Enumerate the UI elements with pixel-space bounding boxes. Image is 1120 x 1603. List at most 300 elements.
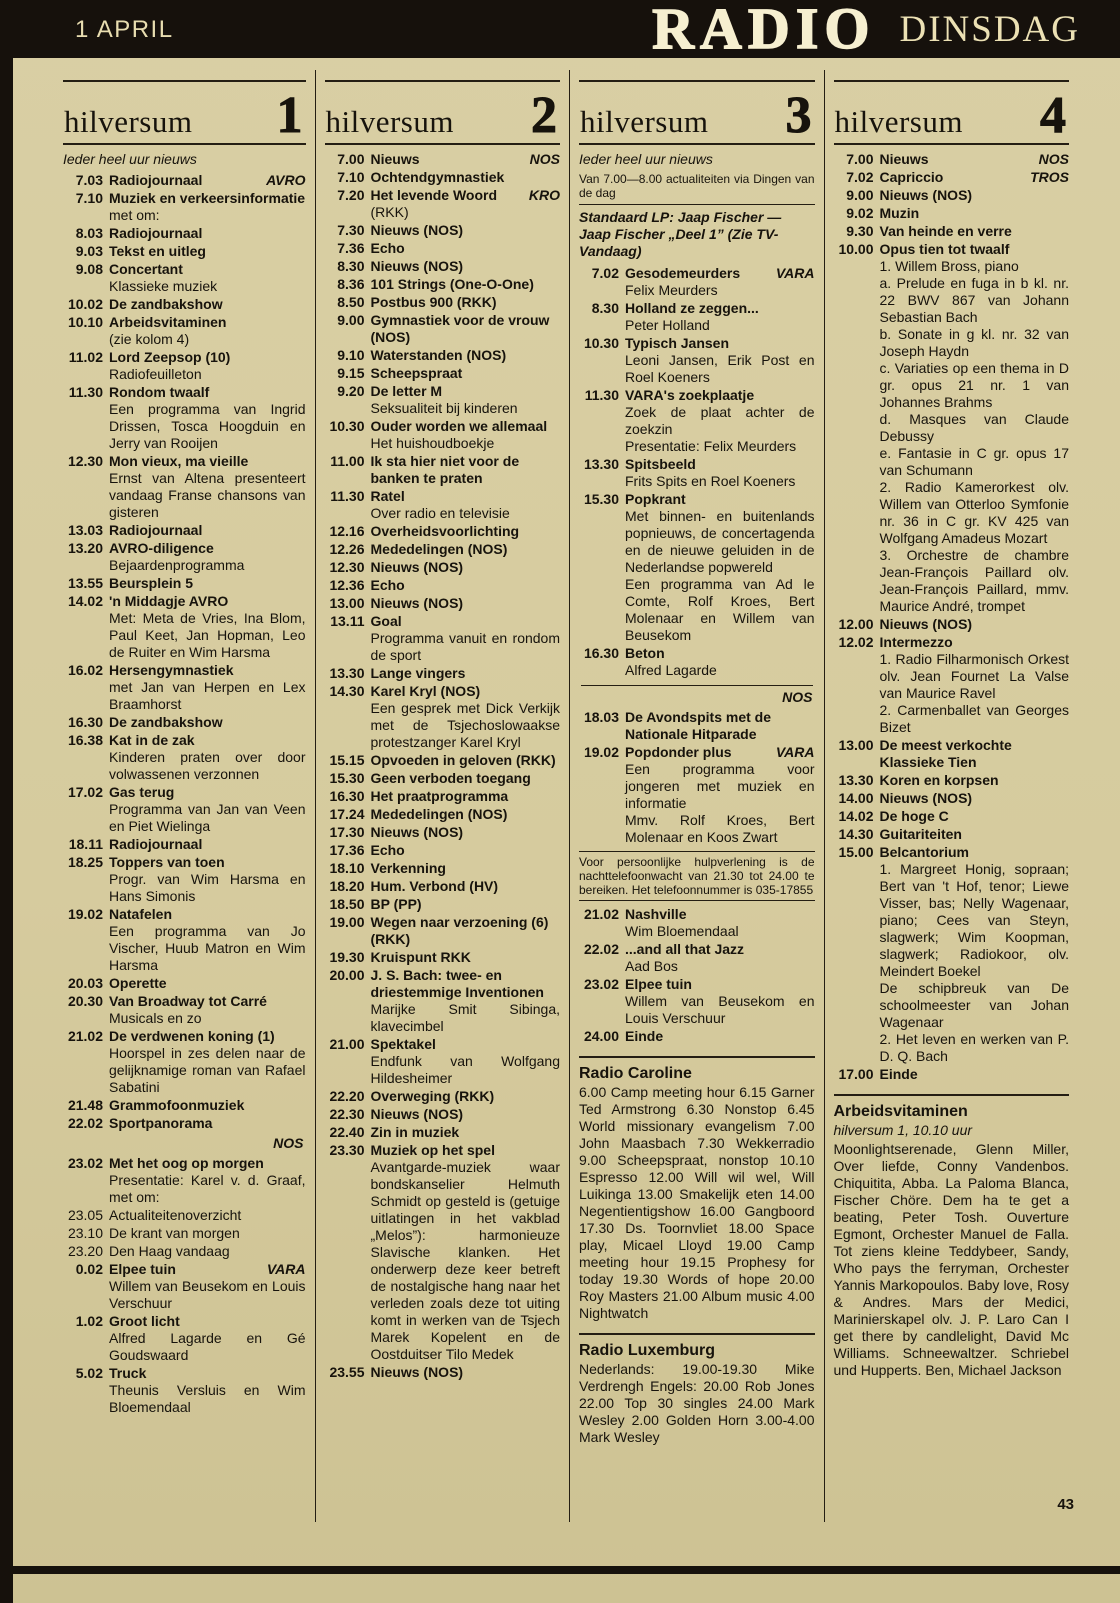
program-time: 22.40	[329, 1124, 365, 1140]
program-entry	[63, 1028, 306, 1096]
program-desc: d. Masques van Claude Debussy	[879, 411, 1069, 444]
program-time: 16.30	[329, 788, 365, 804]
station-name: hilversum	[325, 104, 454, 139]
program-time: 20.30	[67, 993, 103, 1009]
program-time: 0.02	[75, 1261, 103, 1277]
program-entry	[63, 225, 306, 242]
program-entry	[63, 1243, 306, 1260]
program-time: 21.00	[329, 1036, 365, 1052]
program-title: 101 Strings (One-O-One)	[370, 276, 534, 292]
program-time: 1.02	[75, 1313, 103, 1329]
program-entry	[834, 634, 1070, 736]
section-paragraph: 6.00 Camp meeting hour 6.15 Garner Ted Armstrong 6.30 Nonstop 6.45 World missionary evangelism 7.00 John Maasbach 7.30 Wekkerradio 9.00 Scheepspraat, nonstop 10.10 Espresso 12.00 Will wil wel, Will Luikinga 13.00 Smakelijk eten 14.00 Negentientigshow 16.00 Gangboord 17.30 Ds. Toornvliet 18.00 Space play, Micael Lloyd 19.00 Camp meeting hour 19.15 Prophesy for today 19.30 Words of hope 20.00 Roy Masters 21.00 Album music 4.00 Nightwatch	[579, 1084, 815, 1321]
program-desc: Frits Spits en Roel Koeners	[625, 473, 796, 489]
program-time: 12.30	[329, 559, 365, 575]
program-entry	[325, 878, 561, 895]
program-title: Toppers van toen	[109, 854, 225, 870]
program-entry	[325, 151, 561, 168]
station-column-2	[315, 70, 570, 1522]
program-columns	[60, 70, 1078, 1522]
program-title: Gas terug	[109, 784, 175, 800]
program-desc: Seksualiteit bij kinderen	[370, 400, 518, 416]
program-title: Elpee tuin	[109, 1261, 176, 1277]
program-time: 23.02	[583, 976, 619, 992]
program-time: 7.20	[337, 187, 365, 203]
program-desc: Programma van Jan van Veen en Piet Wielinga	[109, 801, 306, 834]
program-desc: Endfunk van Wolfgang Hildesheimer	[370, 1053, 560, 1086]
section-header: Radio Caroline	[579, 1056, 815, 1082]
program-title: Beursplein 5	[109, 575, 194, 591]
program-entry	[325, 770, 561, 787]
program-title: Van heinde en verre	[879, 223, 1012, 239]
program-title: J. S. Bach: twee- en driestemmige Inventionen	[370, 967, 544, 1000]
program-time: 9.30	[846, 223, 874, 239]
program-desc: Presentatie: Karel v. d. Graaf, met om:	[109, 1172, 306, 1205]
program-entry	[63, 261, 306, 295]
program-time: 19.30	[329, 949, 365, 965]
program-entry	[63, 593, 306, 661]
program-desc: Alfred Lagarde en Gé Goudswaard	[109, 1330, 306, 1363]
program-title: Radiojournaal	[109, 225, 203, 241]
program-entry	[834, 808, 1070, 825]
station-header	[834, 80, 1070, 145]
program-desc: Een gesprek met Dick Verkijk met de Tsjechoslowaakse protestzanger Karel Kryl	[370, 700, 560, 750]
program-title: De verdwenen koning (1)	[109, 1028, 275, 1044]
program-time: 10.10	[67, 314, 103, 330]
program-entry	[579, 1028, 815, 1045]
program-time: 18.11	[68, 836, 103, 852]
program-time: 7.00	[337, 151, 365, 167]
section-paragraph: Moonlightserenade, Glenn Miller, Over liefde, Conny Vandenbos. Chiquitita, Abba. La Paloma Blanca, Fischer Chöre. Dem ha te get a beating, Peter Tosh. Ouverture Egmont, Orchester Manuel de Falla. Tot ziens kleine Teddybeer, Sandy, Who pays the ferryman, Orchester Yannis Markopoulos. Baby love, Rosy & Andres. Mars der Medici, Marinierskapel olv. J. P. Laro Can I get there by candlelight, David Mc Williams. Schneewaltzer. Schriebel und Hupperts. Ben, Michael Jackson	[833, 1141, 1069, 1378]
program-desc: Een programma van Ingrid Drissen, Tosca Hoogduin en Jerry van Rooijen	[109, 401, 306, 451]
program-title: Radiojournaal	[109, 172, 203, 188]
program-entry	[63, 714, 306, 731]
program-title: Goal	[370, 613, 402, 629]
program-entry	[63, 1155, 306, 1206]
program-time: 8.03	[75, 225, 103, 241]
broadcaster-tag: VARA	[775, 265, 815, 281]
section-header: Radio Luxemburg	[579, 1333, 815, 1359]
program-entry	[325, 559, 561, 576]
program-desc: Avantgarde-muziek waar bondskanselier Helmuth Schmidt op gesteld is (getuige uitlatingen in het vakblad „Melos”): harmonieuze Slavische klanken. Het onderwerp deze keer betreft de nostalgische hang naar het verleden zoals deze tot uiting komt in werken van de Tsjech Marek Kopelent en de Oostduitser Tilo Medek	[370, 1159, 560, 1362]
program-entry	[325, 683, 561, 751]
program-time: 22.30	[329, 1106, 365, 1122]
program-title: Gesodemeurders	[625, 265, 741, 281]
program-time: 8.30	[591, 300, 619, 316]
program-time: 10.30	[329, 418, 365, 434]
program-time: 21.02	[583, 906, 619, 922]
program-entry	[834, 1066, 1070, 1083]
program-entry	[325, 752, 561, 769]
program-title: Lange vingers	[370, 665, 466, 681]
station-number: 4	[1040, 87, 1066, 144]
program-title: Arbeidsvitaminen	[109, 314, 227, 330]
program-time: 13.30	[583, 456, 619, 472]
program-title: Het levende Woord	[370, 187, 498, 203]
program-title: De meest verkochte Klassieke Tien	[879, 737, 1012, 770]
program-time: 21.02	[67, 1028, 103, 1044]
page-header	[0, 0, 1120, 61]
program-time: 9.03	[75, 243, 103, 259]
program-desc: 3. Orchestre de chambre Jean-François Paillard olv. Jean-François Paillard, mmv. Maurice André, trompet	[879, 547, 1069, 614]
station-name: hilversum	[580, 104, 709, 139]
station-number: 3	[785, 87, 812, 144]
program-time: 13.20	[67, 540, 103, 556]
program-entry	[834, 616, 1070, 633]
program-title: Nieuws (NOS)	[879, 616, 973, 632]
program-entry	[63, 540, 306, 574]
program-entry	[325, 1088, 561, 1105]
program-time: 12.02	[838, 634, 874, 650]
program-entry	[325, 1364, 561, 1381]
program-time: 7.10	[75, 190, 103, 206]
program-time: 13.55	[67, 575, 103, 591]
station-column-4	[824, 70, 1079, 1522]
program-desc: Radiofeuilleton	[109, 366, 202, 382]
program-title: Den Haag vandaag	[109, 1243, 230, 1259]
program-time: 12.30	[67, 453, 103, 469]
program-title: De hoge C	[879, 808, 949, 824]
program-title: Nieuws (NOS)	[879, 790, 973, 806]
program-title: Sportpanorama	[109, 1115, 213, 1131]
program-time: 18.25	[67, 854, 103, 870]
program-time: 15.00	[838, 844, 874, 860]
program-entry	[579, 709, 815, 743]
program-entry	[834, 151, 1070, 168]
program-entry	[579, 941, 815, 975]
program-title: Holland ze zeggen...	[625, 300, 759, 316]
program-entry	[63, 453, 306, 521]
program-title: Nieuws (NOS)	[370, 559, 464, 575]
section-paragraph: Nederlands: 19.00-19.30 Mike Verdrengh Engels: 20.00 Rob Jones 22.00 Top 30 singles 24.00 Mark Wesley 2.00 Golden Horn 3.00-4.00 Mark Wesley	[579, 1361, 815, 1445]
program-desc: Klassieke muziek	[109, 278, 218, 294]
program-time: 16.30	[583, 645, 619, 661]
program-title: Karel Kryl (NOS)	[370, 683, 481, 699]
program-title: VARA's zoekplaatje	[625, 387, 755, 403]
program-title: Grammofoonmuziek	[109, 1097, 245, 1113]
broadcaster-tagline: NOS	[273, 1135, 304, 1151]
program-time: 7.30	[337, 222, 365, 238]
program-entry	[63, 993, 306, 1027]
program-title: Kat in de zak	[109, 732, 195, 748]
broadcaster-tagline: NOS	[581, 685, 813, 706]
program-title: Belcantorium	[879, 844, 969, 860]
program-title: Natafelen	[109, 906, 173, 922]
program-desc: De schipbreuk van De schoolmeester van Johan Wagenaar	[879, 980, 1069, 1030]
program-time: 17.00	[838, 1066, 874, 1082]
program-desc: Willem van Beusekom en Louis Verschuur	[109, 1278, 306, 1311]
program-entry	[325, 312, 561, 346]
program-entry	[834, 205, 1070, 222]
program-entry	[325, 824, 561, 841]
program-time: 9.02	[846, 205, 874, 221]
program-time: 13.30	[329, 665, 365, 681]
program-title: Het praatprogramma	[370, 788, 509, 804]
news-note: Ieder heel uur nieuws	[579, 151, 713, 167]
program-time: 7.02	[591, 265, 619, 281]
broadcaster-tag: VARA	[775, 744, 815, 760]
program-title: Nieuws (NOS)	[370, 258, 464, 274]
program-title: Radiojournaal	[109, 522, 203, 538]
program-entry	[325, 613, 561, 664]
program-desc: e. Fantasie in C gr. opus 17 van Schumann	[879, 445, 1069, 478]
program-time: 9.00	[846, 187, 874, 203]
program-entry	[325, 523, 561, 540]
program-title: Spektakel	[370, 1036, 436, 1052]
program-desc: Willem van Beusekom en Louis Verschuur	[625, 993, 815, 1026]
program-title: Beton	[625, 645, 665, 661]
program-time: 9.08	[75, 261, 103, 277]
program-time: 7.10	[337, 169, 365, 185]
program-desc: 2. Carmenballet van Georges Bizet	[879, 702, 1069, 735]
station-name: hilversum	[834, 104, 963, 139]
program-time: 7.36	[337, 240, 365, 256]
program-title: Wegen naar verzoening (6) (RKK)	[370, 914, 549, 947]
program-entry	[325, 453, 561, 487]
program-time: 24.00	[583, 1028, 619, 1044]
program-time: 9.20	[337, 383, 365, 399]
program-title: De zandbakshow	[109, 296, 223, 312]
program-title: Spitsbeeld	[625, 456, 696, 472]
program-entry	[325, 1124, 561, 1141]
program-title: Koren en korpsen	[879, 772, 999, 788]
program-time: 17.24	[329, 806, 365, 822]
program-entry	[63, 732, 306, 783]
program-time: 10.02	[67, 296, 103, 312]
program-entry	[63, 1115, 306, 1132]
program-title: Nieuws	[879, 151, 929, 167]
program-time: 16.38	[67, 732, 103, 748]
program-entry	[834, 169, 1070, 186]
program-time: 23.10	[67, 1225, 103, 1241]
program-title: Lord Zeepsop (10)	[109, 349, 231, 365]
program-title: Gymnastiek voor de vrouw (NOS)	[370, 312, 550, 345]
program-entry	[325, 1036, 561, 1087]
broadcaster-tag: NOS	[529, 151, 560, 167]
program-entry	[63, 1207, 306, 1224]
program-desc: 1. Radio Filharmonisch Orkest olv. Jean Fournet La Valse van Maurice Ravel	[879, 651, 1069, 701]
program-title: Popdonder plus	[625, 744, 732, 760]
program-title: Popkrant	[625, 491, 686, 507]
program-title: Ochtendgymnastiek	[370, 169, 505, 185]
program-entry	[579, 744, 815, 846]
program-desc: Een programma van Ad le Comte, Rolf Kroes, Bert Molenaar en Willem van Beusekom	[625, 576, 815, 643]
program-entry	[63, 1097, 306, 1114]
program-entry	[834, 844, 1070, 1065]
program-desc: Zoek de plaat achter de zoekzin	[625, 404, 815, 437]
program-desc: Met binnen- en buitenlands popnieuws, de concertagenda en de nieuwe geluiden in de Nederlandse popwereld	[625, 508, 815, 575]
program-time: 23.02	[67, 1155, 103, 1171]
program-entry	[325, 595, 561, 612]
program-entry	[63, 784, 306, 835]
program-time: 8.30	[337, 258, 365, 274]
program-desc: Marijke Smit Sibinga, klavecimbel	[370, 1001, 560, 1034]
program-entry	[325, 365, 561, 382]
program-time: 13.11	[330, 613, 365, 629]
program-entry	[325, 914, 561, 948]
program-title: Kruispunt RKK	[370, 949, 471, 965]
program-entry	[834, 790, 1070, 807]
program-title: Einde	[879, 1066, 918, 1082]
program-entry	[579, 491, 815, 644]
program-time: 23.30	[329, 1142, 365, 1158]
broadcaster-tag: TROS	[1030, 169, 1069, 185]
program-desc: Musicals en zo	[109, 1010, 202, 1026]
broadcaster-tag: AVRO	[266, 172, 306, 188]
program-entry	[63, 190, 306, 224]
program-title: ...and all that Jazz	[625, 941, 745, 957]
program-entry	[63, 296, 306, 313]
station-column-3	[569, 70, 824, 1522]
program-time: 20.00	[329, 967, 365, 983]
program-title: Opus tien tot twaalf	[879, 241, 1010, 257]
program-desc: (zie kolom 4)	[109, 331, 190, 347]
program-time: 15.30	[329, 770, 365, 786]
date-label: 1 APRIL	[75, 15, 174, 43]
program-title: Intermezzo	[879, 634, 953, 650]
program-time: 22.02	[583, 941, 619, 957]
program-title: Van Broadway tot Carré	[109, 993, 267, 1009]
program-desc: met om:	[109, 207, 160, 223]
program-time: 15.30	[583, 491, 619, 507]
program-desc: Leoni Jansen, Erik Post en Roel Koeners	[625, 352, 815, 385]
program-time: 8.50	[337, 294, 365, 310]
broadcaster-tag: NOS	[1038, 151, 1069, 167]
program-title: Hum. Verbond (HV)	[370, 878, 499, 894]
page-left-edge	[0, 0, 13, 1603]
program-desc: 1. Willem Bross, piano	[879, 258, 1019, 274]
program-entry	[325, 665, 561, 682]
program-title: De letter M	[370, 383, 443, 399]
program-entry	[63, 1365, 306, 1416]
standard-lp-note: Standaard LP: Jaap Fischer — Jaap Fischer „Deel 1” (Zie TV-Vandaag)	[579, 204, 815, 260]
program-entry	[325, 169, 561, 186]
program-time: 23.20	[67, 1243, 103, 1259]
broadcaster-tag: VARA	[266, 1261, 306, 1277]
program-entry	[63, 575, 306, 592]
program-entry	[325, 949, 561, 966]
program-time: 23.05	[67, 1207, 103, 1223]
program-time: 11.30	[584, 387, 619, 403]
program-desc: Felix Meurders	[625, 282, 718, 298]
program-time: 19.02	[67, 906, 103, 922]
masthead-radio: RADIO	[652, 0, 876, 61]
program-title: Guitariteiten	[879, 826, 962, 842]
program-time: 9.15	[337, 365, 365, 381]
program-entry	[63, 384, 306, 452]
program-desc: Kinderen praten over door volwassenen verzonnen	[109, 749, 306, 782]
program-time: 11.30	[68, 384, 103, 400]
program-title: Met het oog op morgen	[109, 1155, 264, 1171]
program-time: 10.00	[838, 241, 874, 257]
program-time: 21.48	[67, 1097, 103, 1113]
program-time: 7.03	[75, 172, 103, 188]
program-desc: Peter Holland	[625, 317, 710, 333]
program-entry	[325, 967, 561, 1035]
program-entry	[63, 662, 306, 713]
program-desc: Theunis Versluis en Wim Bloemendaal	[109, 1382, 306, 1415]
program-entry	[579, 645, 815, 679]
info-note: Van 7.00—8.00 actualiteiten via Dingen van de dag	[579, 172, 815, 200]
program-entry	[834, 826, 1070, 843]
program-time: 16.02	[67, 662, 103, 678]
program-time: 13.00	[329, 595, 365, 611]
program-title: Tekst en uitleg	[109, 243, 206, 259]
program-title: Rondom twaalf	[109, 384, 210, 400]
station-header	[579, 80, 815, 145]
program-desc: Een programma van Jo Vischer, Huub Matron en Wim Harsma	[109, 923, 306, 973]
program-desc: 1. Margreet Honig, sopraan; Bert van 't Hof, tenor; Liewe Visser, bas; Nelly Wagenaar, piano; Cees van Steyn, slagwerk; Wim Koopman, slagwerk; Radiokoor, olv. Meindert Boekel	[879, 861, 1069, 979]
program-entry	[325, 577, 561, 594]
program-title: Waterstanden (NOS)	[370, 347, 507, 363]
program-title: De Avondspits met de Nationale Hitparade	[625, 709, 771, 742]
program-entry	[325, 806, 561, 823]
program-title: Nieuws (NOS)	[370, 222, 464, 238]
program-title: Nieuws (NOS)	[370, 595, 464, 611]
program-desc: 2. Radio Kamerorkest olv. Willem van Otterloo Symfonie nr. 36 in C gr. KV 425 van Wolfgang Amadeus Mozart	[879, 479, 1069, 546]
program-entry	[325, 276, 561, 293]
program-entry	[63, 1261, 306, 1312]
program-time: 22.02	[67, 1115, 103, 1131]
program-title: De krant van morgen	[109, 1225, 240, 1241]
station-header	[325, 80, 561, 145]
program-entry	[325, 842, 561, 859]
program-title: Mededelingen (NOS)	[370, 541, 508, 557]
program-entry	[63, 836, 306, 853]
program-title: Nieuws (NOS)	[879, 187, 973, 203]
program-title: BP (PP)	[370, 896, 422, 912]
program-desc: Progr. van Wim Harsma en Hans Simonis	[109, 871, 306, 904]
program-entry	[325, 222, 561, 239]
program-title: Verkenning	[370, 860, 446, 876]
program-entry	[579, 456, 815, 490]
program-desc: 2. Het leven en werken van P. D. Q. Bach	[879, 1031, 1069, 1064]
day-label: DINSDAG	[899, 8, 1080, 50]
program-title: Ratel	[370, 488, 405, 504]
program-title: Nieuws (NOS)	[370, 1106, 464, 1122]
program-time: 19.00	[329, 914, 365, 930]
program-desc: Wim Bloemendaal	[625, 923, 739, 939]
program-time: 13.00	[838, 737, 874, 753]
program-title: Capriccio	[879, 169, 944, 185]
program-entry	[325, 347, 561, 364]
program-time: 11.02	[68, 349, 103, 365]
station-name: hilversum	[64, 104, 193, 139]
program-entry	[579, 387, 815, 455]
program-desc: Presentatie: Felix Meurders	[625, 438, 797, 454]
program-time: 10.30	[583, 335, 619, 351]
program-desc: Aad Bos	[625, 958, 678, 974]
station-number: 2	[531, 87, 557, 144]
program-time: 17.02	[67, 784, 103, 800]
program-desc: Het huishoudboekje	[370, 435, 495, 451]
program-title: Operette	[109, 975, 167, 991]
program-time: 22.20	[329, 1088, 365, 1104]
program-time: 18.10	[329, 860, 365, 876]
station-header	[63, 80, 306, 145]
program-time: 12.26	[329, 541, 365, 557]
program-entry	[579, 265, 815, 299]
program-title: De zandbakshow	[109, 714, 223, 730]
program-entry	[63, 1313, 306, 1364]
broadcaster-tag: KRO	[528, 187, 560, 203]
program-desc: Programma vanuit en rondom de sport	[370, 630, 560, 663]
program-title: Nieuws	[370, 151, 420, 167]
program-desc: Over radio en televisie	[370, 505, 510, 521]
program-desc: met Jan van Herpen en Lex Braamhorst	[109, 679, 306, 712]
program-time: 20.03	[67, 975, 103, 991]
program-entry	[63, 906, 306, 974]
